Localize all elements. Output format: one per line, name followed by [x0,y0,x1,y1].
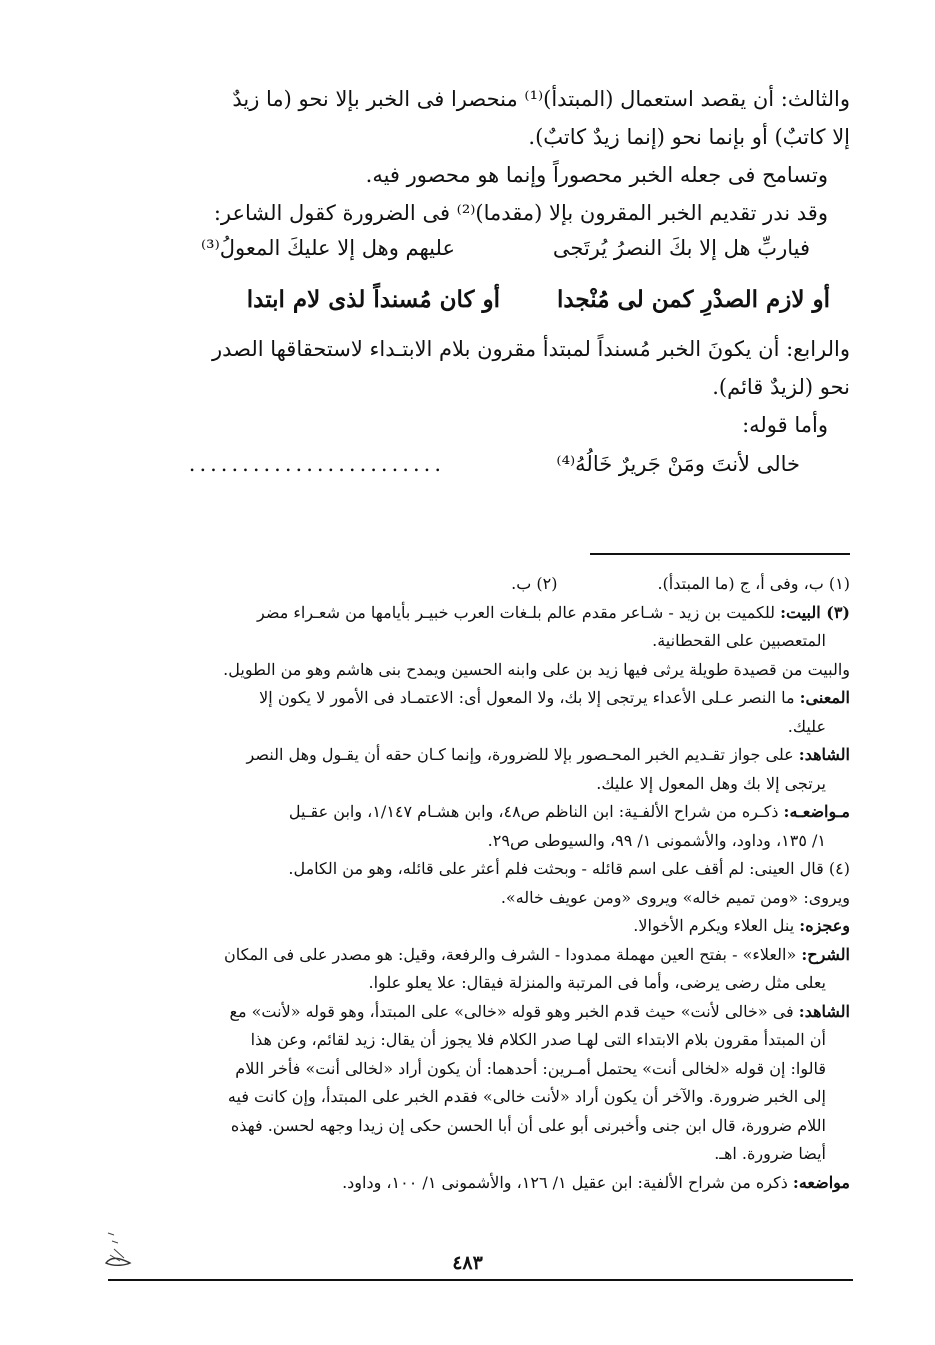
footnote-line: ١/ ١٣٥، وداود، والأشمونى ١/ ٩٩، والسيوطى ص٢٩. [487,830,826,850]
verse-first-hemistich: فياربِّ هل إلا بكَ النصرُ يُرتَجى [552,236,810,260]
verse-first-hemistich: خالى لأنتَ ومَنْ جَريرٌ خَالُهُ⁽⁴⁾ [556,452,800,476]
footnote-label: (٣) البيت: [780,602,850,622]
footnote-line [110,570,850,599]
footnote-line: المتعصبين على القحطانية. [652,631,826,650]
footnote-separator [590,553,850,555]
footnote-line: عليك. [787,716,826,736]
bottom-rule [108,1279,853,1281]
footnote-line: ويروى: «ومن تميم خاله» ويروى «ومن عويف خاله». [500,887,850,907]
footnote-label: المعنى: [799,688,850,707]
footnote-line [110,741,850,770]
footnote-line [110,599,850,628]
footnote-text: ذكره من شراح الألفية: ابن عقيل ١/ ١٢٦، والأشمونى ١/ ١٠٠، وداود. [342,1172,793,1192]
footnote-line [110,941,850,970]
footnote-label: مـواضعـه: [783,802,850,821]
footnote-text: ذكـره من شراح الألفـية: ابن الناظم ص٤٨، وابن هشـام ١/١٤٧، وابن عقـيل [288,802,784,821]
page-number: ٤٨٣ [452,1252,483,1274]
footnote-line [110,912,850,941]
footnote-text: ما النصر عـلى الأعداء يرتجى إلا بك، ولا المعول أى: الاعتمـاد فى الأمور لا يكون إلا [259,688,800,707]
main-text [110,80,850,492]
verse-second-hemistich: عليهم وهل إلا عليكَ المعولُ⁽³⁾ [201,236,455,260]
footnote-label: الشرح: [801,944,850,964]
footnote-line: يعلى مثل رضى يرضى، وأما فى المرتبة والمنزلة فيقال: علا يعلو علوا. [368,973,826,992]
main-line: وقد ندر تقديم الخبر المقرون بإلا (مقدما)⁽²⁾ فى الضرورة كقول الشاعر: [213,201,828,225]
alfiyya-verse [110,274,850,330]
library-stamp-mark [100,1225,140,1269]
footnote-line: يرتجى إلا بك وهل المعول إلا عليك. [596,773,826,793]
footnote-line: إلى الخبر ضرورة. والآخر أن يكون أراد «لأنت خالى» فقدم الخبر على المبتدأ، وإن كانت فيه [227,1087,826,1106]
main-line: وأما قوله: [742,413,828,437]
main-line: إلا كاتبٌ) أو بإنما نحو (إنما زيدٌ كاتبٌ). [528,125,850,149]
footnote-label: مواضعه: [792,1172,850,1192]
footnote-text: ينل العلاء ويكرم الأخوالا. [633,916,800,935]
main-line: نحو (لزيدٌ قائم). [712,375,850,399]
footnote-label: الشاهد: [798,1001,850,1021]
alfiyya-second-hemistich: أو لازم الصدْرِ كمن لى مُنْجدا [556,286,830,313]
footnote-line [110,798,850,827]
footnote-line: (٤) قال العينى: لم أقف على اسم قائله - وبحثت فلم أعثر على قائله، وهو من الكامل. [288,859,850,878]
footnote-label: الشاهد: [798,745,850,764]
verse-ellipsis: ........................ [188,452,445,476]
footnote-line [110,998,850,1027]
footnote-text: للكميت بن زيد - شـاعر مقدم عالم بلـغات العرب خبيـر بأيامها من شعـراء مضر [257,602,781,622]
poetry-verse [110,232,850,274]
footnote-item: (١) ب، وفى أ، ج (ما المبتدأ). [657,574,850,593]
alfiyya-first-hemistich: أو كان مُسنداً لذى لام ابتدا [246,286,500,313]
footnote-line [110,684,850,713]
main-line: وتسامح فى جعله الخبر محصوراً وإنما هو محصور فيه. [365,163,828,187]
footnote-line: والبيت من قصيدة طويلة يرثى فيها زيد بن على وابنه الحسين ويمدح بنى هاشم وهو من الطويل. [223,659,850,679]
footnotes [110,570,850,1197]
footnote-line: اللام ضرورة، قال ابن جنى وأخبرنى أبو على أن أبا الحسن حكى إن زيدا وجهه لحسن. فهذه [230,1115,826,1135]
poetry-verse [110,444,850,492]
footnote-text: «العلاء» - بفتح العين مهملة ممدودا - الشرف والرفعة، وقيل: هو مصدر على فى المكان [224,944,802,964]
footnote-line: أيضا ضرورة. اهـ. [714,1144,826,1163]
footnote-line [110,1169,850,1198]
footnote-text: على جواز تقـديم الخبر المحـصور بإلا للضرورة، وإنما كـان حقه أن يقـول وهل النصر [246,745,799,764]
footnote-text: فى «خالى لأنت» حيث قدم الخبر وهو قوله «خالى» على المبتدأ، وهو قوله «لأنت» مع [229,1001,799,1021]
main-line: والرابع: أن يكونَ الخبر مُسنداً لمبتدأ مقرون بلام الابتـداء لاستحقاقها الصدر [211,337,850,361]
footnote-line: أن المبتدأ مقرون بلام الابتداء التى لهـا صدر الكلام فلا يجوز أن يقال: زيد لقائم، وعن هذا [250,1030,826,1049]
main-line: والثالث: أن يقصد استعمال (المبتدأ)⁽¹⁾ منحصرا فى الخبر بإلا نحو (ما زيدٌ [232,87,850,111]
footnote-line: قالوا: إن قوله «لخالى أنت» يحتمل أمـرين: أحدهما: أن يكون أراد «لخالى أنت» فأخر اللام [235,1058,826,1078]
footnote-item: (٢) ب. [511,574,558,593]
footnote-label: وعجزه: [799,916,850,935]
